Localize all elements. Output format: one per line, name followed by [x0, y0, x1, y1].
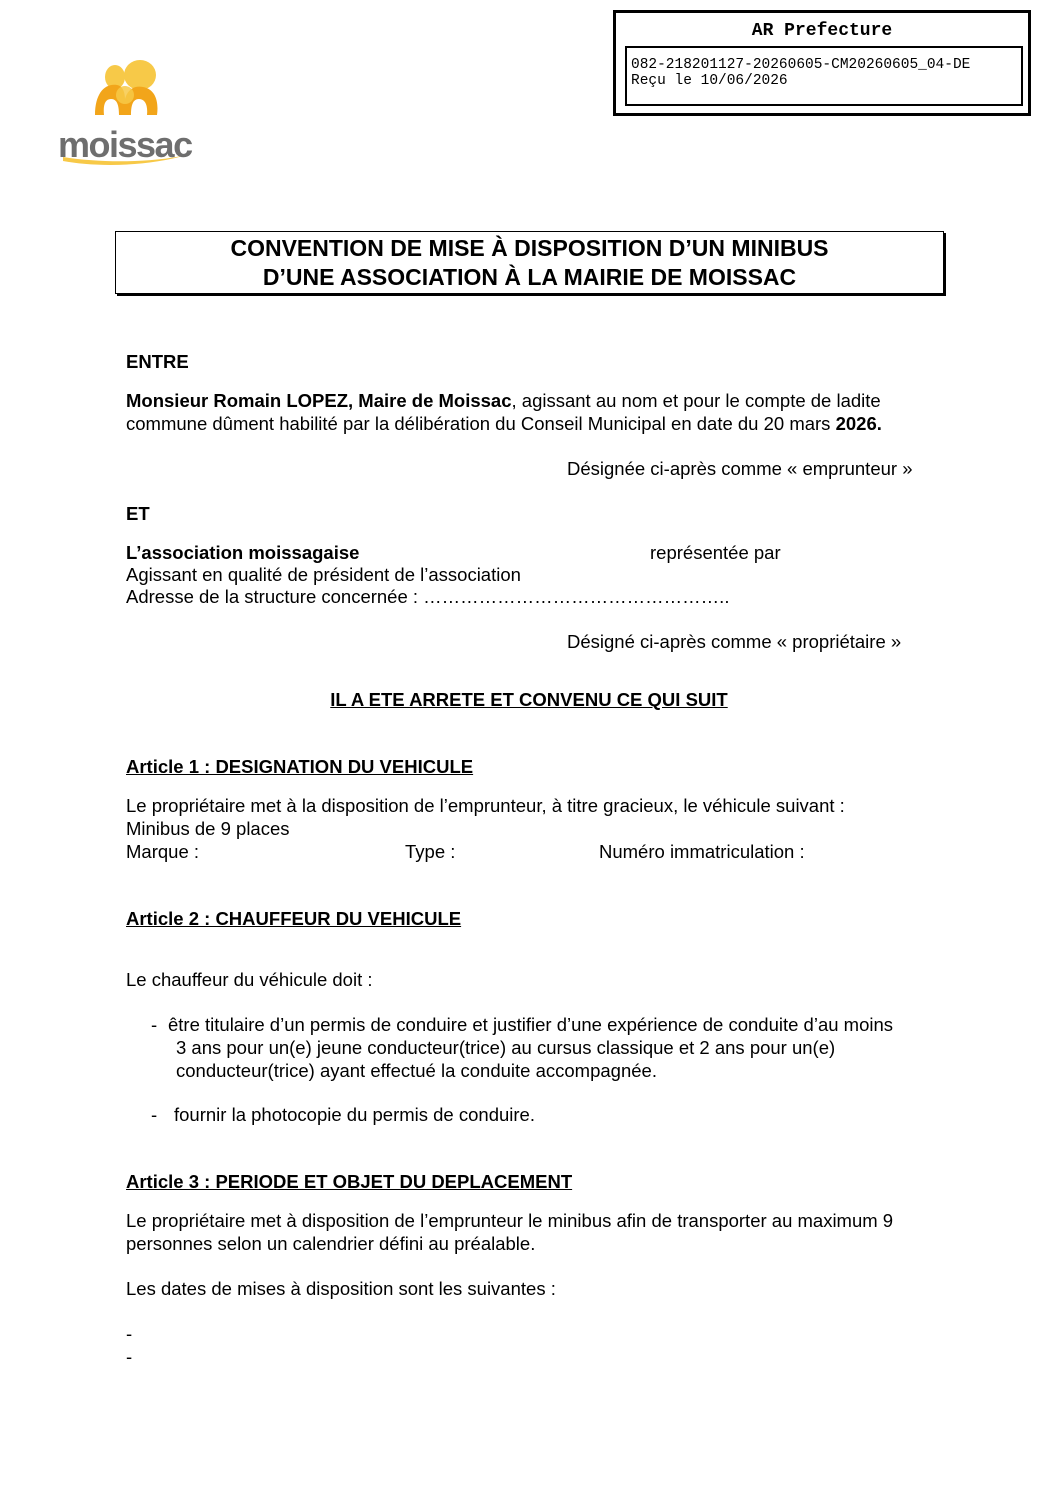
article3-line2: personnes selon un calendrier défini au préalable. — [126, 1233, 536, 1254]
stamp-inner-box — [625, 46, 1023, 106]
entre-label: ENTRE — [126, 351, 189, 372]
article2-bullet1-line2: 3 ans pour un(e) jeune conducteur(trice) au cursus classique et 2 ans pour un(e) — [176, 1037, 836, 1058]
stamp-received-date: Reçu le 10/06/2026 — [631, 73, 788, 89]
prefecture-stamp — [613, 10, 1031, 116]
party2-quality: Agissant en qualité de président de l’association — [126, 564, 521, 585]
party1-text: , agissant au nom et pour le compte de ladite — [511, 390, 881, 411]
document-title-box — [115, 231, 944, 294]
party2-address: Adresse de la structure concernée : ………………………………………….. — [126, 586, 730, 607]
party1-deliberation: commune dûment habilité par la délibération du Conseil Municipal en date du 20 mars — [126, 413, 836, 434]
party1-name: Monsieur Romain LOPEZ, Maire de Moissac — [126, 390, 512, 411]
party2-represented: représentée par — [650, 542, 781, 563]
title-line-2: D’UNE ASSOCIATION À LA MAIRIE DE MOISSAC — [262, 264, 797, 290]
article3-dates-intro: Les dates de mises à disposition sont les suivantes : — [126, 1278, 556, 1299]
bullet-dash: - — [151, 1104, 158, 1125]
article3-line1: Le propriétaire met à disposition de l’emprunteur le minibus afin de transporter au maximum 9 — [126, 1210, 894, 1231]
article1-heading: Article 1 : DESIGNATION DU VEHICULE — [126, 756, 474, 777]
party1-designation: Désignée ci-après comme « emprunteur » — [567, 458, 913, 479]
party2-designation: Désigné ci-après comme « propriétaire » — [567, 631, 902, 652]
article1-line1: Le propriétaire met à la disposition de l’emprunteur, à titre gracieux, le véhicule suivant : — [126, 795, 845, 816]
et-label: ET — [126, 503, 150, 524]
party1-line2 — [126, 412, 882, 435]
article2-intro: Le chauffeur du véhicule doit : — [126, 969, 373, 990]
article2-bullet2: fournir la photocopie du permis de conduire. — [174, 1104, 535, 1125]
article1-type: Type : — [405, 841, 456, 862]
bullet-dash: - — [151, 1014, 158, 1035]
title-line-1: CONVENTION DE MISE À DISPOSITION D’UN MINIBUS — [230, 235, 829, 261]
article1-marque: Marque : — [126, 841, 200, 862]
article2-bullet1-line1: être titulaire d’un permis de conduire et justifier d’une expérience de conduite d’au moins — [168, 1014, 894, 1035]
moissac-logo — [55, 55, 195, 170]
article2-bullet1-line3: conducteur(trice) ayant effectué la conduite accompagnée. — [176, 1060, 657, 1081]
article3-date-1: - — [126, 1323, 133, 1344]
party2-name: L’association moissagaise — [126, 542, 360, 563]
article1-immatriculation: Numéro immatriculation : — [599, 841, 805, 862]
article1-line2: Minibus de 9 places — [126, 818, 290, 839]
article3-date-2: - — [126, 1346, 133, 1367]
convenu-heading: IL A ETE ARRETE ET CONVENU CE QUI SUIT — [330, 689, 728, 710]
party1-year: 2026. — [835, 413, 882, 434]
article2-heading: Article 2 : CHAUFFEUR DU VEHICULE — [126, 908, 462, 929]
logo-wordmark: moissac — [58, 124, 192, 165]
stamp-reference: 082-218201127-20260605-CM20260605_04-DE — [631, 57, 971, 73]
party1-line1 — [126, 389, 881, 412]
article3-heading: Article 3 : PERIODE ET OBJET DU DEPLACEMENT — [126, 1171, 573, 1192]
stamp-title: AR Prefecture — [751, 21, 893, 41]
